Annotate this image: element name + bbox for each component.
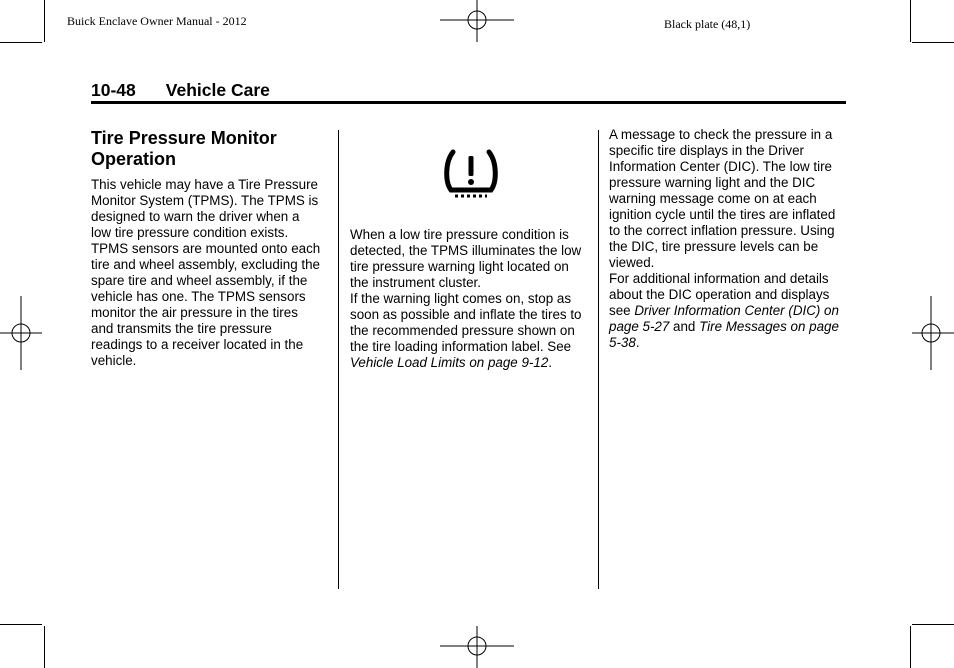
cross-reference-link[interactable]: Driver Information Center (DIC) on page 5-27: [609, 303, 839, 334]
column-2: [350, 144, 586, 371]
crop-mark: [44, 0, 45, 42]
paragraph: [350, 291, 586, 371]
registration-mark-bottom: [440, 626, 514, 668]
text-run: For additional information and details about the DIC operation and displays see: [609, 271, 830, 318]
column-divider: [598, 130, 599, 589]
column-1-body: [91, 177, 323, 369]
cross-reference-link[interactable]: Tire Messages on page 5-38: [609, 319, 839, 350]
tire-pressure-warning-icon: [443, 144, 499, 204]
registration-mark-top: [440, 0, 514, 42]
section-heading: [91, 80, 270, 101]
header-rule: [91, 101, 846, 104]
paragraph: A message to check the pressure in a specific tire displays in the Driver Information Center (DIC). The low tire pressure warning light and the DIC warning message come on at each ignition cycle until the tires are inflated to the correct inflation pressure. Using the DIC, tire pressure levels can be viewed.: [609, 127, 836, 270]
crop-mark: [0, 624, 42, 625]
column-3: [609, 127, 849, 351]
crop-mark: [44, 626, 45, 668]
paragraph: [609, 271, 849, 351]
text-run: If the warning light comes on, stop as soon as possible and inflate the tires to the recommended pressure shown on the tire loading information label. See: [350, 291, 582, 354]
plate-label: Black plate (48,1): [664, 17, 751, 31]
crop-mark: [912, 624, 954, 625]
article-title: Tire Pressure Monitor Operation: [91, 128, 277, 169]
paragraph: When a low tire pressure condition is detected, the TPMS illuminates the low tire pressure warning light located on the instrument cluster.: [350, 227, 582, 290]
column-3-body: [609, 127, 849, 351]
cross-reference-link[interactable]: Vehicle Load Limits on page 9-12: [350, 355, 549, 370]
crop-mark: [910, 0, 911, 42]
column-2-body: [350, 227, 586, 371]
text-run: and: [669, 319, 700, 334]
crop-mark: [912, 42, 954, 43]
section-title: Vehicle Care: [165, 80, 270, 100]
text-run: .: [635, 335, 640, 350]
registration-mark-right: [912, 296, 954, 370]
paragraph: This vehicle may have a Tire Pressure Monitor System (TPMS). The TPMS is designed to warn the driver when a low tire pressure condition exists. TPMS sensors are mounted onto each tire and wheel assembly, excluding the spare tire and wheel assembly, if the vehicle has one. The TPMS sensors monitor the air pressure in the tires and transmits the tire pressure readings to a receiver located in the vehicle.: [91, 177, 321, 368]
page-number: 10-48: [91, 80, 136, 100]
crop-mark: [910, 626, 911, 668]
crop-mark: [0, 42, 42, 43]
column-divider: [338, 130, 339, 589]
manual-title: Buick Enclave Owner Manual - 2012: [67, 14, 247, 28]
text-run: .: [548, 355, 552, 370]
column-1: [91, 128, 323, 369]
registration-mark-left: [0, 296, 42, 370]
